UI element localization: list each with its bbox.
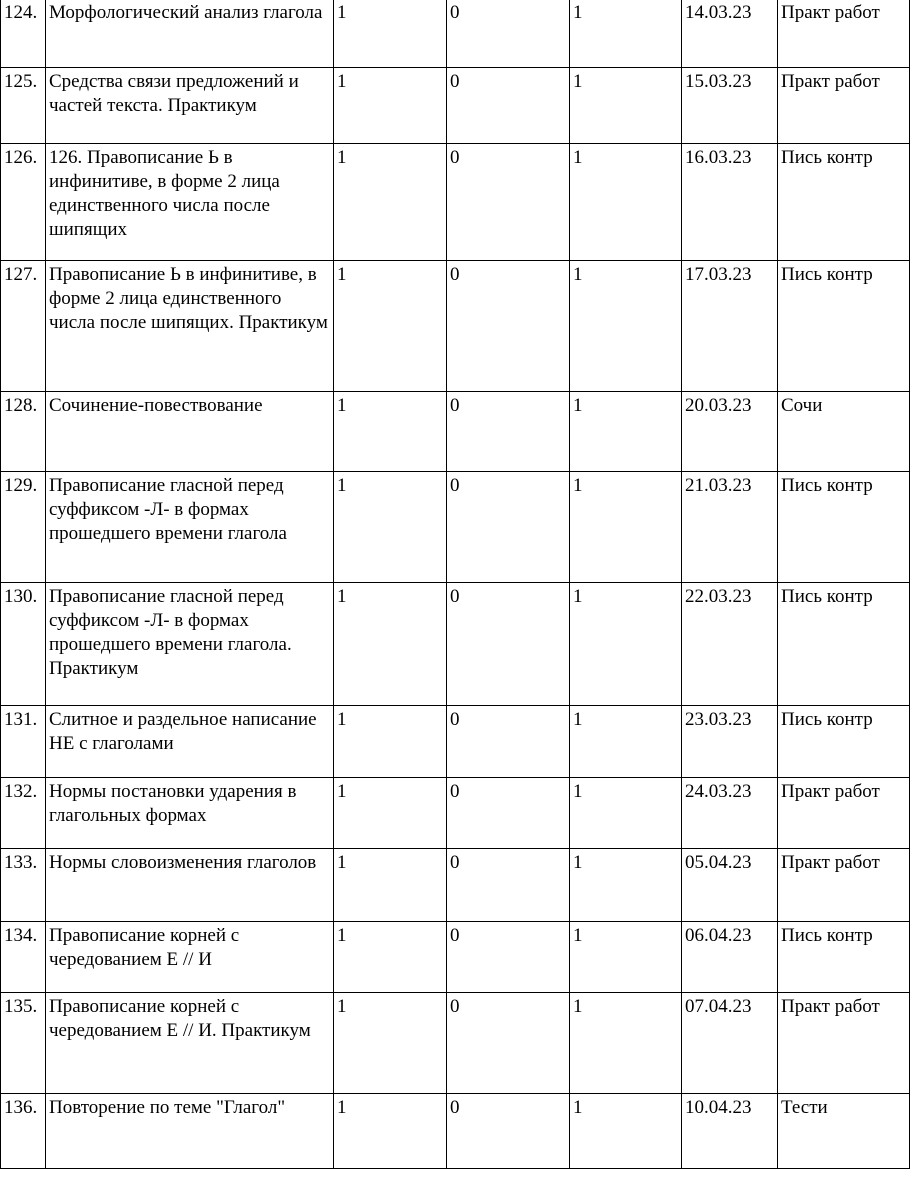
control-form: Практ работ	[781, 852, 880, 873]
control-form: Пись контр	[781, 925, 873, 946]
lesson-number: 131.	[1, 706, 46, 778]
lesson-number: 129.	[1, 472, 46, 583]
lesson-date: 14.03.23	[682, 0, 778, 68]
control-form-cell	[778, 0, 910, 68]
control-form: Пись контр	[781, 709, 873, 730]
table-row	[1, 778, 910, 849]
hours-practice: 1	[570, 261, 682, 392]
hours-total: 1	[334, 778, 447, 849]
lesson-number: 127.	[1, 261, 46, 392]
lesson-topic: Слитное и раздельное написание НЕ с глаголами	[46, 706, 334, 778]
hours-practice: 1	[570, 68, 682, 144]
control-form-cell	[778, 1094, 910, 1169]
lesson-date: 10.04.23	[682, 1094, 778, 1169]
lesson-number: 134.	[1, 922, 46, 993]
control-form: Практ работ	[781, 781, 880, 802]
lesson-topic: Нормы постановки ударения в глагольных формах	[46, 778, 334, 849]
hours-total: 1	[334, 922, 447, 993]
control-form-cell	[778, 144, 910, 261]
lesson-topic: Нормы словоизменения глаголов	[46, 849, 334, 922]
table-row	[1, 922, 910, 993]
hours-total: 1	[334, 993, 447, 1094]
control-form: Практ работ	[781, 996, 880, 1017]
hours-total: 1	[334, 0, 447, 68]
lesson-topic: Правописание гласной перед суффиксом -Л- в формах прошедшего времени глагола	[46, 472, 334, 583]
lesson-topic: Правописание корней с чередованием Е // И. Практикум	[46, 993, 334, 1094]
hours-practice: 1	[570, 778, 682, 849]
hours-practice: 1	[570, 144, 682, 261]
hours-practice: 1	[570, 583, 682, 706]
hours-total: 1	[334, 583, 447, 706]
lesson-date: 05.04.23	[682, 849, 778, 922]
lesson-number: 130.	[1, 583, 46, 706]
lesson-topic: Средства связи предложений и частей текста. Практикум	[46, 68, 334, 144]
lesson-number: 126.	[1, 144, 46, 261]
hours-control: 0	[447, 144, 570, 261]
hours-control: 0	[447, 706, 570, 778]
hours-practice: 1	[570, 993, 682, 1094]
table-row	[1, 261, 910, 392]
table-row	[1, 0, 910, 68]
table-row	[1, 583, 910, 706]
table-row	[1, 472, 910, 583]
hours-control: 0	[447, 849, 570, 922]
hours-control: 0	[447, 1094, 570, 1169]
lesson-plan-body	[1, 0, 910, 1169]
control-form: Пись контр	[781, 147, 873, 168]
lesson-date: 07.04.23	[682, 993, 778, 1094]
lesson-topic: Правописание гласной перед суффиксом -Л- в формах прошедшего времени глагола. Практикум	[46, 583, 334, 706]
control-form-cell	[778, 392, 910, 472]
hours-control: 0	[447, 778, 570, 849]
lesson-number: 124.	[1, 0, 46, 68]
hours-total: 1	[334, 144, 447, 261]
lesson-topic: Правописание Ь в инфинитиве, в форме 2 лица единственного числа после шипящих. Практикум	[46, 261, 334, 392]
control-form: Пись контр	[781, 475, 873, 496]
lesson-date: 23.03.23	[682, 706, 778, 778]
control-form: Сочи	[781, 395, 823, 416]
hours-total: 1	[334, 261, 447, 392]
lesson-date: 16.03.23	[682, 144, 778, 261]
lesson-topic: Морфологический анализ глагола	[46, 0, 334, 68]
control-form-cell	[778, 472, 910, 583]
control-form-cell	[778, 261, 910, 392]
hours-control: 0	[447, 0, 570, 68]
lesson-number: 133.	[1, 849, 46, 922]
lesson-topic: Правописание корней с чередованием Е // И	[46, 922, 334, 993]
control-form-cell	[778, 778, 910, 849]
lesson-date: 20.03.23	[682, 392, 778, 472]
hours-total: 1	[334, 706, 447, 778]
hours-control: 0	[447, 922, 570, 993]
hours-total: 1	[334, 392, 447, 472]
hours-practice: 1	[570, 1094, 682, 1169]
hours-control: 0	[447, 583, 570, 706]
hours-practice: 1	[570, 392, 682, 472]
control-form-cell	[778, 922, 910, 993]
control-form: Пись контр	[781, 586, 873, 607]
lesson-date: 06.04.23	[682, 922, 778, 993]
table-row	[1, 706, 910, 778]
hours-practice: 1	[570, 849, 682, 922]
lesson-date: 22.03.23	[682, 583, 778, 706]
hours-total: 1	[334, 472, 447, 583]
hours-control: 0	[447, 993, 570, 1094]
lesson-number: 136.	[1, 1094, 46, 1169]
hours-control: 0	[447, 68, 570, 144]
control-form: Пись контр	[781, 264, 873, 285]
lesson-date: 21.03.23	[682, 472, 778, 583]
lesson-topic: 126. Правописание Ь в инфинитиве, в форме 2 лица единственного числа после шипящих	[46, 144, 334, 261]
lesson-topic: Сочинение-повествование	[46, 392, 334, 472]
control-form: Тести	[781, 1097, 828, 1118]
control-form-cell	[778, 68, 910, 144]
table-row	[1, 392, 910, 472]
lesson-number: 132.	[1, 778, 46, 849]
hours-practice: 1	[570, 706, 682, 778]
hours-control: 0	[447, 392, 570, 472]
control-form: Практ работ	[781, 2, 880, 23]
control-form-cell	[778, 706, 910, 778]
lesson-number: 135.	[1, 993, 46, 1094]
hours-total: 1	[334, 849, 447, 922]
lesson-date: 15.03.23	[682, 68, 778, 144]
hours-practice: 1	[570, 0, 682, 68]
table-row	[1, 993, 910, 1094]
control-form-cell	[778, 583, 910, 706]
control-form: Практ работ	[781, 71, 880, 92]
control-form-cell	[778, 849, 910, 922]
table-row	[1, 849, 910, 922]
lesson-topic: Повторение по теме "Глагол"	[46, 1094, 334, 1169]
hours-practice: 1	[570, 472, 682, 583]
lesson-date: 17.03.23	[682, 261, 778, 392]
lesson-number: 128.	[1, 392, 46, 472]
lesson-date: 24.03.23	[682, 778, 778, 849]
hours-control: 0	[447, 261, 570, 392]
hours-total: 1	[334, 68, 447, 144]
hours-practice: 1	[570, 922, 682, 993]
hours-control: 0	[447, 472, 570, 583]
table-row	[1, 144, 910, 261]
lesson-number: 125.	[1, 68, 46, 144]
control-form-cell	[778, 993, 910, 1094]
table-row	[1, 1094, 910, 1169]
table-row	[1, 68, 910, 144]
hours-total: 1	[334, 1094, 447, 1169]
